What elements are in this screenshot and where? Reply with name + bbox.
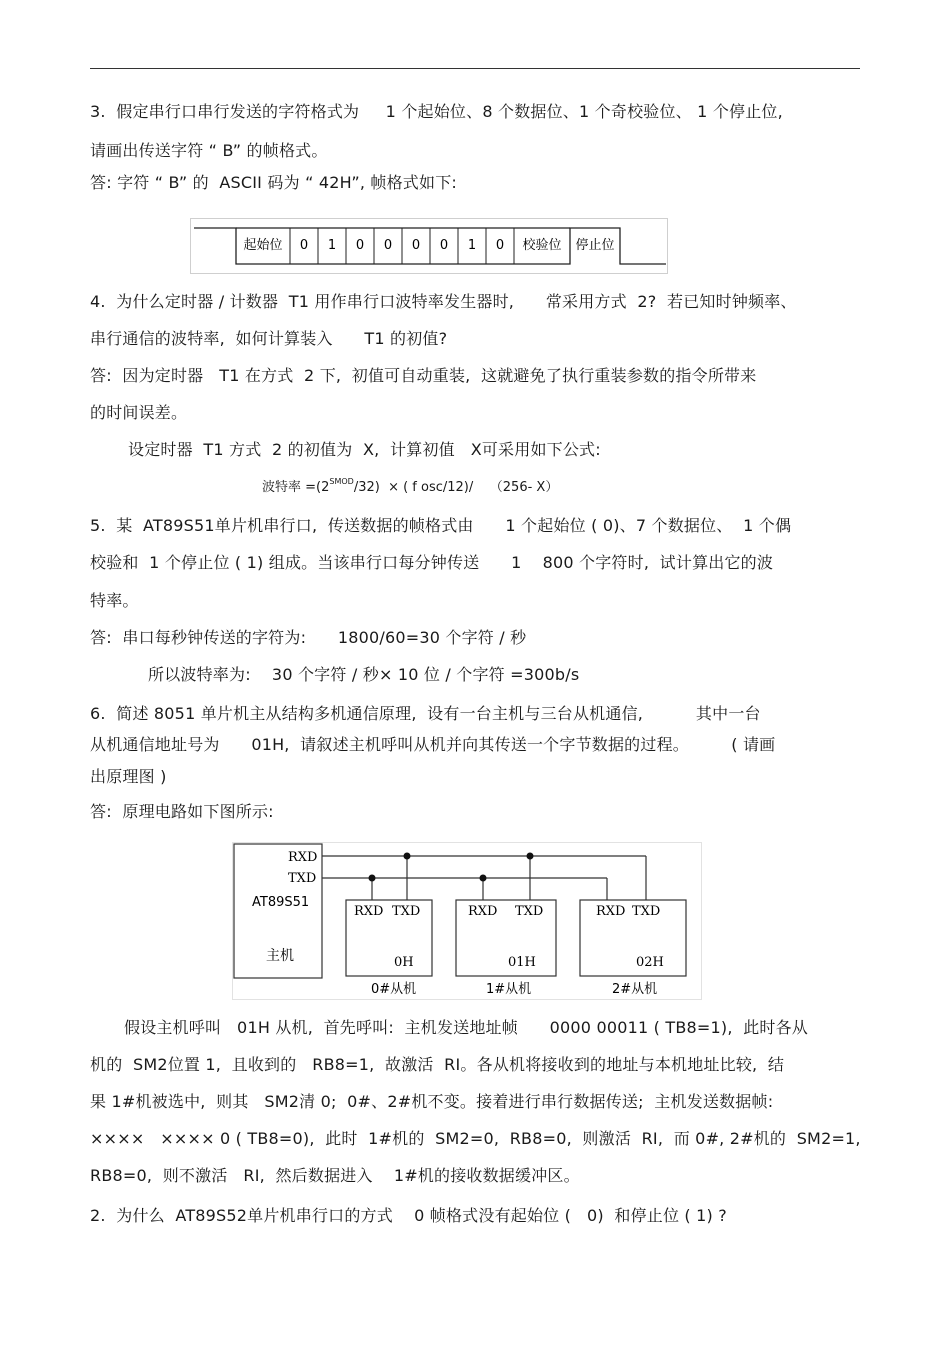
master-txd-label: TXD (288, 871, 317, 886)
q4-answer-line3: 设定时器 T1 方式 2 的初值为 X, 计算初值 X可采用如下公式: (128, 440, 601, 459)
slave-1-rxd: RXD (468, 904, 498, 919)
frame-bit: 0 (299, 238, 309, 253)
frame-bit: 1 (327, 238, 337, 253)
slave-2-label: 2#从机 (612, 982, 658, 997)
q3-answer: 答: 字符 “ B” 的 ASCII 码为 “ 42H”, 帧格式如下: (90, 173, 457, 192)
multi-machine-circuit-diagram (232, 842, 702, 1000)
q5-answer-line1: 答: 串口每秒钟传送的字符为: 1800/60=30 个字符 / 秒 (90, 628, 527, 647)
q6-answer: 答: 原理电路如下图所示: (90, 802, 274, 821)
q6-line3: 出原理图 ) (90, 767, 167, 786)
q5-line2: 校验和 1 个停止位 ( 1) 组成。当该串行口每分钟传送 1 800 个字符时, 试计算出它的波 (90, 553, 774, 572)
slave-2-rxd: RXD (596, 904, 626, 919)
slave-0-txd: TXD (392, 904, 421, 919)
slave-1-txd: TXD (515, 904, 544, 919)
master-label: 主机 (266, 948, 294, 964)
slave-2-txd: TXD (632, 904, 661, 919)
frame-start-label: 起始位 (243, 238, 283, 253)
slave-0-label: 0#从机 (371, 982, 417, 997)
formula-part-b: /32) × ( f osc/12)/ （256- X） (353, 480, 559, 495)
master-rxd-label: RXD (288, 850, 318, 865)
q4-line1: 4. 为什么定时器 / 计数器 T1 用作串行口波特率发生器时, 常采用方式 2? 若已知时钟频率、 (90, 292, 797, 311)
q5-answer-line2: 所以波特率为: 30 个字符 / 秒× 10 位 / 个字符 =300b/s (148, 665, 580, 684)
slave-2-addr: 02H (636, 955, 664, 970)
frame-stop-label: 停止位 (575, 238, 615, 253)
junction-dot (369, 875, 376, 882)
formula-part-a: 波特率 =(2 (262, 480, 330, 495)
q5-line3: 特率。 (90, 591, 139, 610)
q2-line1: 2. 为什么 AT89S52单片机串行口的方式 0 帧格式没有起始位 ( 0) 和停止位 ( 1) ? (90, 1206, 727, 1225)
frame-bit: 0 (411, 238, 421, 253)
q6-answer-p1: 假设主机呼叫 01H 从机, 首先呼叫: 主机发送地址帧 0000 00011 ( TB8=1), 此时各从 (124, 1018, 809, 1037)
q6-answer-p3: 果 1#机被选中, 则其 SM2清 0; 0#、2#机不变。接着进行串行数据传送; 主机发送数据帧: (90, 1092, 774, 1111)
junction-dot (480, 875, 487, 882)
top-rule (90, 68, 860, 69)
frame-format-diagram (190, 218, 668, 274)
junction-dot (404, 853, 411, 860)
q4-answer-line2: 的时间误差。 (90, 403, 188, 422)
q6-answer-p2: 机的 SM2位置 1, 且收到的 RB8=1, 故激活 RI。各从机将接收到的地址与本机地址比较, 结 (90, 1055, 785, 1074)
slave-0-rxd: RXD (354, 904, 384, 919)
frame-bit: 0 (383, 238, 393, 253)
q4-line2: 串行通信的波特率, 如何计算装入 T1 的初值? (90, 329, 448, 348)
master-chip-label: AT89S51 (252, 895, 310, 910)
formula-superscript: SMOD (329, 476, 354, 486)
q3-line2: 请画出传送字符 “ B” 的帧格式。 (90, 141, 328, 160)
baud-rate-formula (262, 476, 558, 495)
slave-1-label: 1#从机 (486, 982, 532, 997)
q6-line2: 从机通信地址号为 01H, 请叙述主机呼叫从机并向其传送一个字节数据的过程。 ( 请画 (90, 735, 776, 754)
slave-1-addr: 01H (508, 955, 536, 970)
frame-bit: 0 (495, 238, 505, 253)
q6-answer-p4: ×××× ×××× 0 ( TB8=0), 此时 1#机的 SM2=0, RB8=0, 则激活 RI, 而 0#, 2#机的 SM2=1, (90, 1129, 861, 1148)
q3-line1: 3. 假定串行口串行发送的字符格式为 1 个起始位、8 个数据位、1 个奇校验位、 1 个停止位, (90, 102, 783, 121)
frame-bit: 1 (467, 238, 477, 253)
frame-bit: 0 (355, 238, 365, 253)
frame-bit: 0 (439, 238, 449, 253)
q6-answer-p5: RB8=0, 则不激活 RI, 然后数据进入 1#机的接收数据缓冲区。 (90, 1166, 580, 1185)
frame-parity-label: 校验位 (522, 238, 562, 253)
junction-dot (527, 853, 534, 860)
slave-0-addr: 0H (394, 955, 414, 970)
q5-line1: 5. 某 AT89S51单片机串行口, 传送数据的帧格式由 1 个起始位 ( 0)、7 个数据位、 1 个偶 (90, 516, 792, 535)
q6-line1: 6. 简述 8051 单片机主从结构多机通信原理, 设有一台主机与三台从机通信, 其中一台 (90, 704, 761, 723)
q4-answer-line1: 答: 因为定时器 T1 在方式 2 下, 初值可自动重装, 这就避免了执行重装参数的指令所带来 (90, 366, 757, 385)
